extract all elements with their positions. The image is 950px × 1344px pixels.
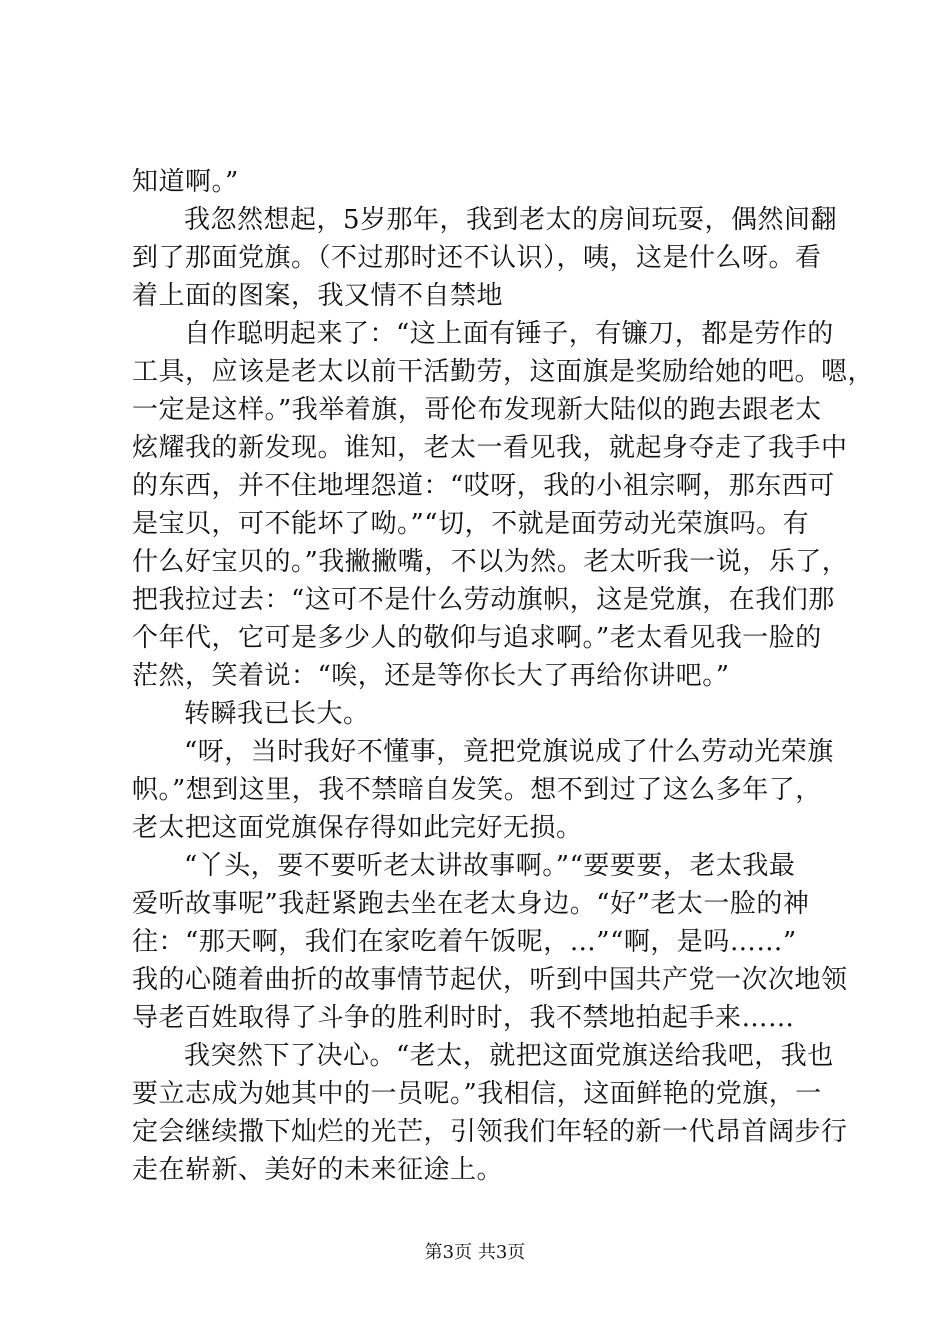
- text-line: 茫然，笑着说：“唉，还是等你长大了再给你讲吧。”: [132, 661, 730, 691]
- text-line: 一定是这样。”我举着旗，哥伦布发现新大陆似的跑去跟老太: [132, 395, 822, 425]
- text-line: 着上面的图案，我又情不自禁地: [132, 281, 504, 311]
- text-line: 定会继续撒下灿烂的光芒，引领我们年轻的新一代昂首阔步行: [132, 1117, 848, 1147]
- text-line: 爱听故事呢”我赶紧跑去坐在老太身边。“好”老太一脸的神: [132, 889, 810, 919]
- text-line: 我忽然想起，5岁那年，我到老太的房间玩耍，偶然间翻: [184, 205, 838, 235]
- text-line: 把我拉过去：“这可不是什么劳动旗帜，这是党旗，在我们那: [132, 585, 835, 615]
- text-line: 的东西，并不住地埋怨道：“哎呀，我的小祖宗啊，那东西可: [132, 471, 835, 501]
- text-line: 导老百姓取得了斗争的胜利时时，我不禁地拍起手来……: [132, 1003, 795, 1033]
- text-line: 老太把这面党旗保存得如此完好无损。: [132, 813, 583, 843]
- text-line: 知道啊。”: [132, 167, 239, 197]
- text-line: 到了那面党旗。（不过那时还不认识），咦，这是什么呀。看: [132, 243, 822, 273]
- text-line: 走在崭新、美好的未来征途上。: [132, 1155, 504, 1185]
- text-line: 我的心随着曲折的故事情节起伏，听到中国共产党一次次地领: [132, 965, 848, 995]
- text-line: 要立志成为她其中的一员呢。”我相信，这面鲜艳的党旗，一: [132, 1079, 822, 1109]
- text-line: 是宝贝，可不能坏了呦。”“切，不就是面劳动光荣旗吗。有: [132, 509, 810, 539]
- text-line: 什么好宝贝的。”我撇撇嘴，不以为然。老太听我一说，乐了，: [132, 547, 849, 577]
- text-line: 往：“那天啊，我们在家吃着午饭呢，…”“啊，是吗……”: [132, 927, 797, 957]
- text-line: 转瞬我已长大。: [184, 699, 370, 729]
- text-line: 炫耀我的新发现。谁知，老太一看见我，就起身夺走了我手中: [132, 433, 848, 463]
- text-line: “呀，当时我好不懂事，竟把党旗说成了什么劳动光荣旗: [184, 737, 834, 767]
- text-line: “丫头，要不要听老太讲故事啊。”“要要要，老太我最: [184, 851, 796, 881]
- text-line: 我突然下了决心。“老太，就把这面党旗送给我吧，我也: [184, 1041, 834, 1071]
- text-line: 工具，应该是老太以前干活勤劳，这面旗是奖励给她的吧。嗯，: [132, 357, 875, 387]
- text-line: 个年代，它可是多少人的敬仰与追求啊。”老太看见我一脸的: [132, 623, 822, 653]
- document-body: [132, 163, 875, 1189]
- text-line: 自作聪明起来了：“这上面有锤子，有镰刀，都是劳作的: [184, 319, 834, 349]
- text-line: 帜。”想到这里，我不禁暗自发笑。想不到过了这么多年了，: [132, 775, 822, 805]
- page-footer: 第3页 共3页: [424, 1242, 526, 1263]
